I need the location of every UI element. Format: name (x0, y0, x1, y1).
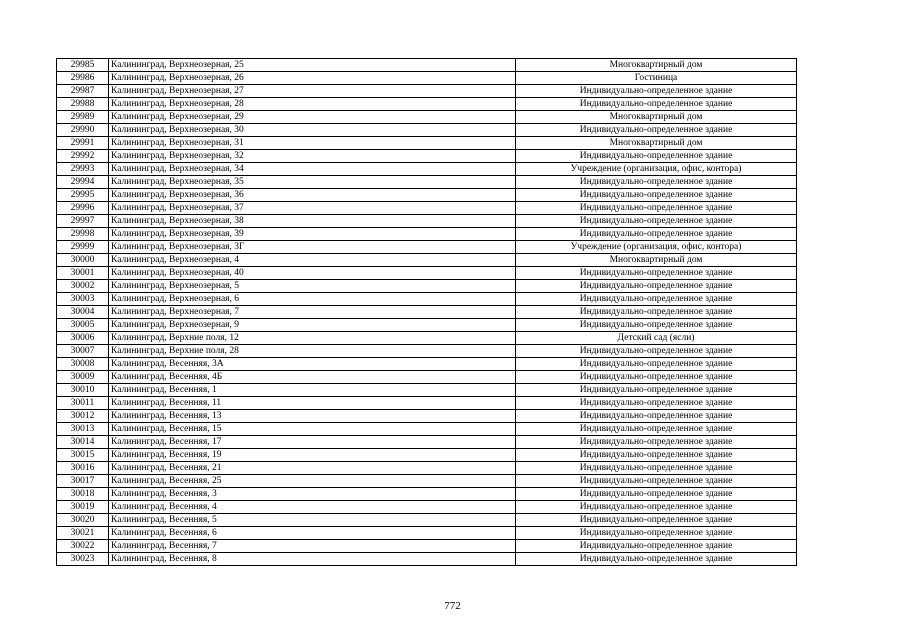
cell-id: 30001 (57, 267, 109, 280)
table-row (57, 189, 797, 202)
cell-id: 29986 (57, 72, 109, 85)
cell-address: Калининград, Весенняя, 17 (109, 436, 516, 449)
cell-id: 30023 (57, 553, 109, 566)
cell-building-type: Многоквартирный дом (516, 59, 797, 72)
cell-building-type: Индивидуально-определенное здание (516, 527, 797, 540)
table-row (57, 72, 797, 85)
cell-address: Калининград, Верхнеозерная, 25 (109, 59, 516, 72)
cell-id: 30000 (57, 254, 109, 267)
table-row (57, 319, 797, 332)
cell-id: 29989 (57, 111, 109, 124)
cell-id: 30014 (57, 436, 109, 449)
table-row (57, 384, 797, 397)
cell-building-type: Индивидуально-определенное здание (516, 423, 797, 436)
cell-id: 30009 (57, 371, 109, 384)
table-row (57, 306, 797, 319)
cell-building-type: Индивидуально-определенное здание (516, 410, 797, 423)
cell-building-type: Индивидуально-определенное здание (516, 501, 797, 514)
cell-building-type: Индивидуально-определенное здание (516, 384, 797, 397)
cell-id: 30018 (57, 488, 109, 501)
table-row (57, 371, 797, 384)
cell-building-type: Индивидуально-определенное здание (516, 397, 797, 410)
cell-id: 29991 (57, 137, 109, 150)
cell-building-type: Индивидуально-определенное здание (516, 189, 797, 202)
cell-address: Калининград, Верхнеозерная, 5 (109, 280, 516, 293)
table-row (57, 254, 797, 267)
cell-building-type: Индивидуально-определенное здание (516, 267, 797, 280)
table-row (57, 345, 797, 358)
table-row (57, 462, 797, 475)
cell-address: Калининград, Верхнеозерная, 7 (109, 306, 516, 319)
table-row (57, 150, 797, 163)
cell-address: Калининград, Верхнеозерная, 6 (109, 293, 516, 306)
cell-id: 29999 (57, 241, 109, 254)
cell-id: 29997 (57, 215, 109, 228)
table-row (57, 280, 797, 293)
table-row (57, 85, 797, 98)
cell-id: 29993 (57, 163, 109, 176)
table-row (57, 332, 797, 345)
cell-building-type: Индивидуально-определенное здание (516, 475, 797, 488)
page-number: 772 (444, 600, 461, 612)
table-row (57, 514, 797, 527)
cell-address: Калининград, Весенняя, 1 (109, 384, 516, 397)
cell-address: Калининград, Весенняя, 7 (109, 540, 516, 553)
cell-id: 30020 (57, 514, 109, 527)
cell-building-type: Индивидуально-определенное здание (516, 319, 797, 332)
cell-building-type: Многоквартирный дом (516, 137, 797, 150)
cell-building-type: Индивидуально-определенное здание (516, 85, 797, 98)
table-row (57, 124, 797, 137)
cell-building-type: Индивидуально-определенное здание (516, 98, 797, 111)
table-row (57, 176, 797, 189)
cell-address: Калининград, Верхнеозерная, 35 (109, 176, 516, 189)
cell-id: 29995 (57, 189, 109, 202)
table-row (57, 163, 797, 176)
cell-id: 30004 (57, 306, 109, 319)
cell-address: Калининград, Верхнеозерная, 30 (109, 124, 516, 137)
table-row (57, 423, 797, 436)
table-row (57, 137, 797, 150)
cell-address: Калининград, Верхнеозерная, 26 (109, 72, 516, 85)
registry-table-body (57, 59, 797, 566)
table-row (57, 228, 797, 241)
cell-building-type: Учреждение (организация, офис, контора) (516, 241, 797, 254)
cell-address: Калининград, Весенняя, 13 (109, 410, 516, 423)
table-row (57, 215, 797, 228)
table-row (57, 527, 797, 540)
cell-id: 29990 (57, 124, 109, 137)
cell-building-type: Детский сад (ясли) (516, 332, 797, 345)
table-row (57, 59, 797, 72)
cell-address: Калининград, Весенняя, 4Б (109, 371, 516, 384)
cell-address: Калининград, Верхние поля, 12 (109, 332, 516, 345)
cell-building-type: Индивидуально-определенное здание (516, 345, 797, 358)
cell-id: 30006 (57, 332, 109, 345)
table-row (57, 267, 797, 280)
cell-building-type: Многоквартирный дом (516, 254, 797, 267)
cell-building-type: Индивидуально-определенное здание (516, 280, 797, 293)
table-row (57, 449, 797, 462)
cell-id: 29987 (57, 85, 109, 98)
cell-address: Калининград, Верхнеозерная, 32 (109, 150, 516, 163)
cell-id: 30007 (57, 345, 109, 358)
cell-id: 29992 (57, 150, 109, 163)
cell-building-type: Индивидуально-определенное здание (516, 540, 797, 553)
table-row (57, 397, 797, 410)
cell-id: 30012 (57, 410, 109, 423)
cell-address: Калининград, Верхнеозерная, 36 (109, 189, 516, 202)
cell-building-type: Индивидуально-определенное здание (516, 124, 797, 137)
cell-address: Калининград, Верхнеозерная, 4 (109, 254, 516, 267)
cell-building-type: Индивидуально-определенное здание (516, 488, 797, 501)
cell-building-type: Индивидуально-определенное здание (516, 514, 797, 527)
cell-address: Калининград, Верхнеозерная, 3Г (109, 241, 516, 254)
cell-building-type: Индивидуально-определенное здание (516, 176, 797, 189)
cell-address: Калининград, Верхнеозерная, 34 (109, 163, 516, 176)
table-row (57, 488, 797, 501)
cell-address: Калининград, Весенняя, 6 (109, 527, 516, 540)
table-row (57, 540, 797, 553)
table-row (57, 98, 797, 111)
table-row (57, 293, 797, 306)
cell-building-type: Индивидуально-определенное здание (516, 306, 797, 319)
cell-id: 29998 (57, 228, 109, 241)
table-row (57, 241, 797, 254)
cell-id: 30016 (57, 462, 109, 475)
cell-building-type: Индивидуально-определенное здание (516, 202, 797, 215)
cell-address: Калининград, Весенняя, 4 (109, 501, 516, 514)
cell-building-type: Индивидуально-определенное здание (516, 371, 797, 384)
cell-address: Калининград, Весенняя, 3 (109, 488, 516, 501)
cell-building-type: Индивидуально-определенное здание (516, 462, 797, 475)
table-row (57, 436, 797, 449)
table-row (57, 475, 797, 488)
cell-address: Калининград, Верхнеозерная, 39 (109, 228, 516, 241)
cell-address: Калининград, Весенняя, 3А (109, 358, 516, 371)
cell-address: Калининград, Верхнеозерная, 38 (109, 215, 516, 228)
cell-id: 30005 (57, 319, 109, 332)
cell-id: 30022 (57, 540, 109, 553)
cell-address: Калининград, Верхнеозерная, 37 (109, 202, 516, 215)
cell-id: 29996 (57, 202, 109, 215)
cell-address: Калининград, Весенняя, 11 (109, 397, 516, 410)
table-row (57, 410, 797, 423)
table-row (57, 553, 797, 566)
table-row (57, 501, 797, 514)
cell-address: Калининград, Весенняя, 25 (109, 475, 516, 488)
cell-address: Калининград, Весенняя, 19 (109, 449, 516, 462)
cell-building-type: Многоквартирный дом (516, 111, 797, 124)
registry-table (56, 58, 797, 566)
cell-address: Калининград, Верхние поля, 28 (109, 345, 516, 358)
cell-id: 29994 (57, 176, 109, 189)
cell-building-type: Индивидуально-определенное здание (516, 215, 797, 228)
cell-id: 30010 (57, 384, 109, 397)
cell-address: Калининград, Весенняя, 5 (109, 514, 516, 527)
cell-id: 30017 (57, 475, 109, 488)
cell-address: Калининград, Весенняя, 15 (109, 423, 516, 436)
cell-address: Калининград, Весенняя, 21 (109, 462, 516, 475)
cell-building-type: Гостиница (516, 72, 797, 85)
table-row (57, 202, 797, 215)
cell-id: 30011 (57, 397, 109, 410)
cell-building-type: Индивидуально-определенное здание (516, 358, 797, 371)
table-row (57, 358, 797, 371)
cell-address: Калининград, Весенняя, 8 (109, 553, 516, 566)
cell-address: Калининград, Верхнеозерная, 9 (109, 319, 516, 332)
cell-building-type: Индивидуально-определенное здание (516, 436, 797, 449)
cell-id: 30003 (57, 293, 109, 306)
cell-id: 30019 (57, 501, 109, 514)
cell-address: Калининград, Верхнеозерная, 31 (109, 137, 516, 150)
cell-address: Калининград, Верхнеозерная, 29 (109, 111, 516, 124)
cell-id: 29988 (57, 98, 109, 111)
cell-address: Калининград, Верхнеозерная, 40 (109, 267, 516, 280)
cell-id: 30015 (57, 449, 109, 462)
cell-building-type: Индивидуально-определенное здание (516, 553, 797, 566)
cell-address: Калининград, Верхнеозерная, 27 (109, 85, 516, 98)
cell-building-type: Индивидуально-определенное здание (516, 150, 797, 163)
cell-building-type: Учреждение (организация, офис, контора) (516, 163, 797, 176)
cell-id: 30008 (57, 358, 109, 371)
cell-id: 29985 (57, 59, 109, 72)
cell-address: Калининград, Верхнеозерная, 28 (109, 98, 516, 111)
cell-building-type: Индивидуально-определенное здание (516, 449, 797, 462)
cell-id: 30021 (57, 527, 109, 540)
cell-id: 30002 (57, 280, 109, 293)
cell-building-type: Индивидуально-определенное здание (516, 228, 797, 241)
cell-building-type: Индивидуально-определенное здание (516, 293, 797, 306)
cell-id: 30013 (57, 423, 109, 436)
table-row (57, 111, 797, 124)
